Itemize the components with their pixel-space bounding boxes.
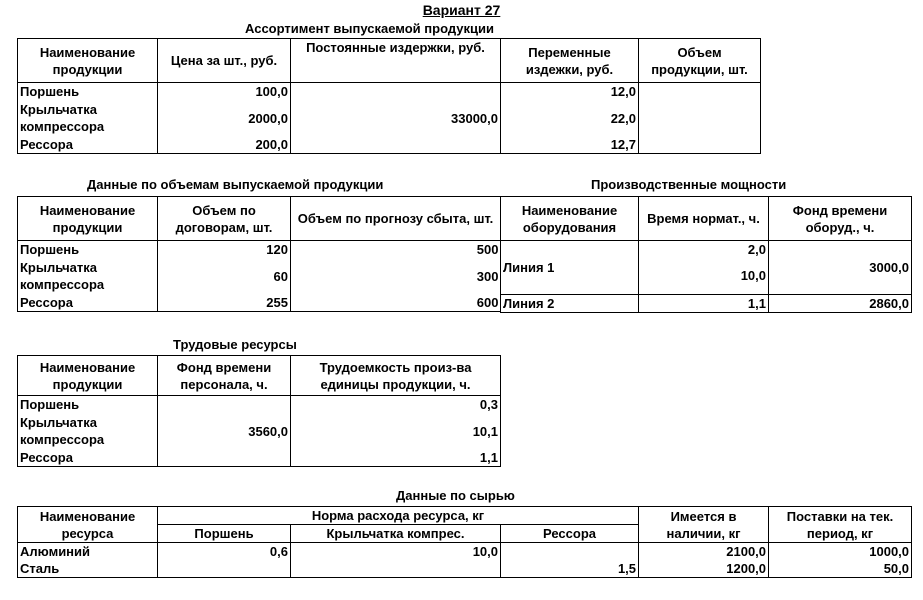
header-resource-name: Наименование ресурса: [18, 507, 158, 543]
header-personnel-fund: Фонд времени персонала, ч.: [158, 356, 291, 396]
table-row: [18, 294, 501, 312]
header-equipment-name: Наименование оборудования: [501, 197, 639, 241]
contract-cell: 255: [158, 294, 291, 312]
header-norm-time: Время нормат., ч.: [639, 197, 769, 241]
resource-name: Сталь: [18, 560, 158, 578]
product-name: Рессора: [18, 294, 158, 312]
norm-impeller-cell: [291, 560, 501, 578]
supply-cell: 50,0: [769, 560, 912, 578]
variable-cost-cell: 12,7: [501, 136, 639, 154]
norm-spring-cell: 1,5: [501, 560, 639, 578]
header-contract-volume: Объем по договорам, шт.: [158, 197, 291, 241]
product-name: Крыльчатка компрессора: [18, 413, 158, 449]
table-row: [18, 83, 761, 101]
fixed-costs-cell: 33000,0: [291, 83, 501, 154]
header-product-impeller: Крыльчатка компрес.: [291, 525, 501, 543]
forecast-cell: 500: [476, 242, 499, 257]
price-cell: 2000,0: [158, 100, 291, 136]
product-name: Рессора: [18, 136, 158, 154]
labor-caption: Трудовые ресурсы: [173, 337, 297, 352]
labor-cell: 0,3: [291, 396, 501, 414]
table-row: [18, 396, 501, 414]
table-row: [18, 560, 912, 578]
variant-title: Вариант 27: [422, 2, 501, 18]
product-name: Поршень: [18, 83, 158, 101]
header-product-name: Наименование продукции: [18, 39, 158, 83]
header-available: Имеется в наличии, кг: [639, 507, 769, 543]
equipment-fund-cell: 3000,0: [769, 241, 912, 295]
header-equipment-fund: Фонд времени оборуд., ч.: [769, 197, 912, 241]
header-norm: Норма расхода ресурса, кг: [158, 507, 639, 525]
header-product-name: Наименование продукции: [18, 356, 158, 396]
norm-time-cell: 2,0: [639, 241, 769, 259]
personnel-fund-cell: 3560,0: [158, 396, 291, 467]
forecast-cell: 600: [291, 294, 501, 312]
table-row: [18, 543, 912, 561]
product-name: Крыльчатка компрессора: [18, 100, 158, 136]
product-name: Поршень: [18, 396, 158, 414]
equipment-fund-cell: 2860,0: [769, 294, 912, 312]
equipment-name: Линия 2: [501, 294, 639, 312]
resource-name: Алюминий: [18, 543, 158, 561]
header-fixed-costs: Постоянные издержки, руб.: [291, 39, 501, 83]
price-cell: 100,0: [158, 83, 291, 101]
norm-time-cell: 1,1: [639, 294, 769, 312]
header-volume: Объем продукции, шт.: [639, 39, 761, 83]
forecast-cell: 300: [476, 268, 499, 284]
product-name: Рессора: [18, 449, 158, 467]
header-product-piston: Поршень: [158, 525, 291, 543]
available-cell: 2100,0: [639, 543, 769, 561]
header-forecast-volume: Объем по прогнозу сбыта, шт.: [291, 197, 501, 241]
price-cell: 200,0: [158, 136, 291, 154]
capacity-table: [500, 196, 912, 313]
equipment-name: Линия 1: [501, 241, 639, 295]
header-labor-intensity: Трудоемкость произ-ва единицы продукции, ч.: [291, 356, 501, 396]
norm-impeller-cell: 10,0: [291, 543, 501, 561]
variable-cost-cell: 22,0: [501, 100, 639, 136]
labor-cell: 10,1: [291, 413, 501, 449]
assortment-table: [17, 38, 761, 154]
norm-spring-cell: [501, 543, 639, 561]
available-cell: 1200,0: [639, 560, 769, 578]
volumes-table: [17, 196, 501, 312]
raw-materials-table: [17, 506, 912, 578]
norm-time-cell: 10,0: [639, 258, 769, 294]
header-product-name: Наименование продукции: [18, 197, 158, 241]
volumes-caption: Данные по объемам выпускаемой продукции: [87, 177, 384, 192]
contract-cell: 120: [158, 241, 291, 259]
norm-piston-cell: 0,6: [158, 543, 291, 561]
header-product-spring: Рессора: [501, 525, 639, 543]
capacity-caption: Производственные мощности: [591, 177, 787, 192]
raw-materials-caption: Данные по сырью: [396, 488, 515, 503]
header-price: Цена за шт., руб.: [158, 39, 291, 83]
table-row: [18, 258, 501, 294]
table-row: [501, 294, 912, 312]
supply-cell: 1000,0: [769, 543, 912, 561]
contract-cell: 60: [158, 258, 291, 294]
product-name: Поршень: [18, 241, 158, 259]
norm-piston-cell: [158, 560, 291, 578]
header-variable-costs: Переменные издежки, руб.: [501, 39, 639, 83]
table-row: [18, 241, 501, 259]
volume-cell: [639, 83, 761, 154]
product-name: Крыльчатка компрессора: [18, 258, 158, 294]
labor-cell: 1,1: [291, 449, 501, 467]
header-supply: Поставки на тек. период, кг: [769, 507, 912, 543]
table-row: [501, 241, 912, 259]
variable-cost-cell: 12,0: [501, 83, 639, 101]
assortment-caption: Ассортимент выпускаемой продукции: [245, 21, 494, 36]
labor-table: [17, 355, 501, 467]
